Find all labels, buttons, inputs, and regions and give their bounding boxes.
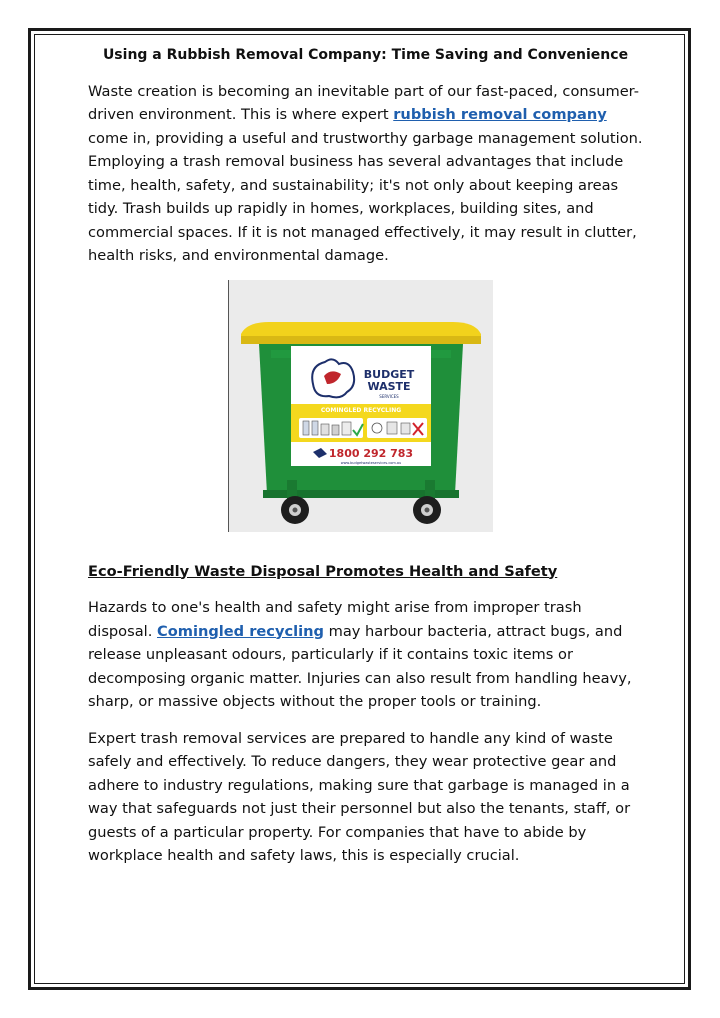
hazards-text-start: Hazards to one's health and safety might arise from improper trash disposal. xyxy=(88,599,582,640)
rubbish-removal-company-link[interactable]: rubbish removal company xyxy=(393,106,607,123)
can-icon xyxy=(332,425,339,435)
recycling-band-label: COMINGLED RECYCLING xyxy=(320,407,402,414)
bin-lid-rim xyxy=(241,336,481,344)
paper-icon xyxy=(342,422,351,435)
document-title: Using a Rubbish Removal Company: Time Saving and Convenience xyxy=(102,47,629,63)
box-icon xyxy=(387,422,397,434)
intro-text-start: Waste creation is becoming an inevitable part of our fast-paced, consumer-driven environment. This is where expert xyxy=(88,82,640,123)
intro-paragraph xyxy=(88,80,643,268)
section-heading: Eco-Friendly Waste Disposal Promotes Health and Safety xyxy=(88,562,558,580)
intro-text-end: come in, providing a useful and trustworthy garbage management solution. Employing a trash removal business has several advantages that include time, health, safety, and sustainability; it's not only about keeping areas tidy. Trash builds up rapidly in homes, workplaces, building sites, and commercial spaces. If it is not managed effectively, it may result in clutter, health risks, and environmental damage. xyxy=(88,129,643,264)
services-paragraph: Expert trash removal services are prepared to handle any kind of waste safely and effectively. To reduce dangers, they wear protective gear and adhere to industry regulations, making sure that garbage is managed in a way that safeguards not just their personnel but also the tenants, staff, or guests of a particular property. For companies that have to abide by workplace health and safety laws, this is especially crucial. xyxy=(88,729,631,864)
bottle-icon xyxy=(312,421,318,435)
phone-number: 1800 292 783 xyxy=(328,447,414,460)
food-icon xyxy=(401,423,410,434)
comingled-recycling-link[interactable]: Comingled recycling xyxy=(157,622,324,640)
brand-line1: BUDGET xyxy=(363,368,415,381)
wheelie-bin-image xyxy=(229,280,493,532)
brand-sub: SERVICES xyxy=(379,394,399,399)
website-url: www.budgetwasteservices.com.au xyxy=(340,461,402,465)
hazards-paragraph xyxy=(88,596,643,714)
hazards-text-end: may harbour bacteria, attract bugs, and release unpleasant odours, particularly if it contains toxic items or decomposing organic matter. Injuries can also result from handling heavy, sharp, or massive objects without the proper tools or training. xyxy=(88,622,632,710)
bottle-icon xyxy=(303,421,309,435)
bin-figure xyxy=(228,280,493,532)
carton-icon xyxy=(321,424,329,435)
brand-line2: WASTE xyxy=(367,380,411,393)
